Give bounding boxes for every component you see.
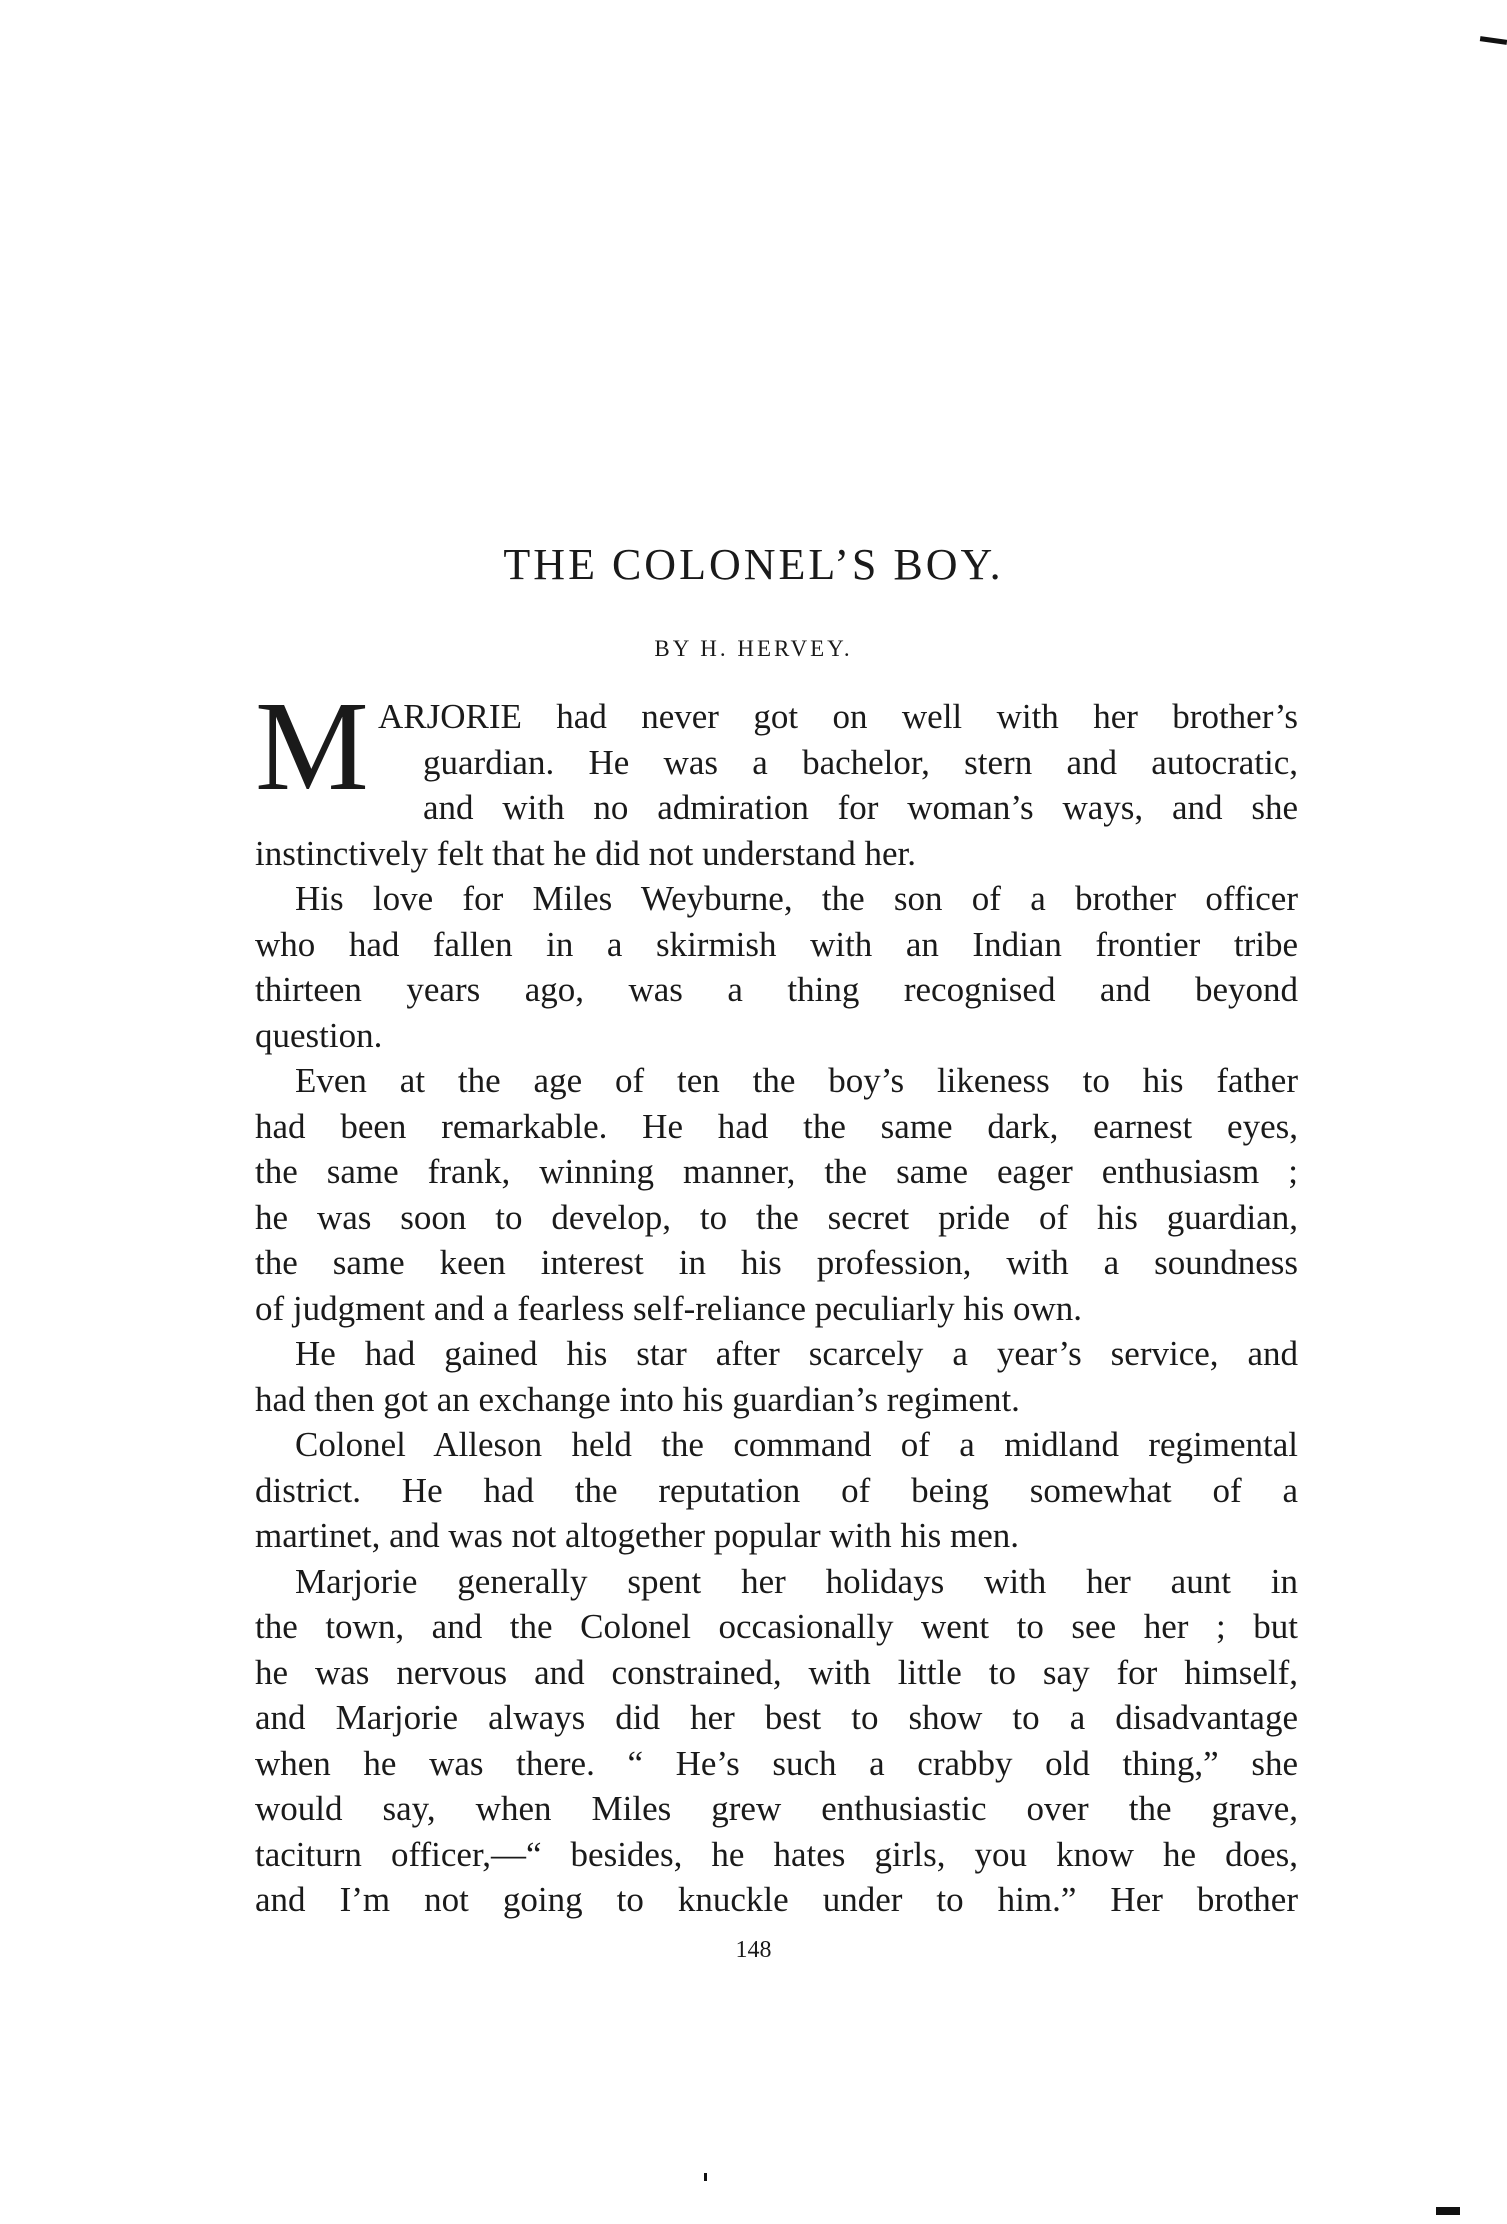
text-line: Even at the age of ten the boy’s likeness to his father (295, 1061, 1298, 1100)
text-line: Marjorie generally spent her holidays with her aunt in (295, 1561, 1298, 1601)
text-line: and Marjorie always did her best to show to a disadvantage (255, 1698, 1298, 1737)
text-line: when he was there. “ He’s such a crabby old thing,” she (255, 1743, 1298, 1783)
text-line: and I’m not going to knuckle under to him.” Her brother (255, 1880, 1298, 1919)
text-line: He had gained his star after scarcely a year’s service, and (295, 1334, 1298, 1373)
scan-mark (1436, 2207, 1460, 2215)
text-line: and with no admiration for woman’s ways, and she (423, 788, 1298, 827)
text-line: thirteen years ago, was a thing recognised and beyond (255, 970, 1298, 1009)
text-line: the same frank, winning manner, the same eager enthusiasm ; (255, 1152, 1298, 1191)
page-number: 148 (735, 1937, 772, 1963)
text-line: question. (255, 1015, 383, 1055)
text-line: His love for Miles Weyburne, the son of a brother officer (295, 879, 1298, 918)
text-line: martinet, and was not altogether popular with his men. (255, 1516, 1019, 1555)
body-text (255, 675, 1298, 1923)
text-line: who had fallen in a skirmish with an Indian frontier tribe (255, 924, 1298, 964)
text-line: taciturn officer,—“ besides, he hates girls, you know he does, (255, 1834, 1298, 1874)
text-line: district. He had the reputation of being somewhat of a (255, 1470, 1298, 1510)
text-line: he was soon to develop, to the secret pride of his guardian, (255, 1197, 1298, 1237)
text-line: the same keen interest in his profession, with a soundness (255, 1243, 1298, 1282)
text-line: he was nervous and constrained, with little to say for himself, (255, 1652, 1298, 1692)
text-line: would say, when Miles grew enthusiastic over the grave, (255, 1789, 1298, 1828)
text-line: ARJORIE had never got on well with her brother’s (378, 697, 1298, 736)
scan-mark (704, 2173, 707, 2181)
scan-mark (1480, 36, 1507, 45)
text-line: had been remarkable. He had the same dark, earnest eyes, (255, 1106, 1298, 1146)
text-line: Colonel Alleson held the command of a midland regimental (295, 1425, 1298, 1464)
story-title: THE COLONEL’S BOY. (503, 540, 1004, 589)
text-line: of judgment and a fearless self-reliance peculiarly his own. (255, 1288, 1083, 1328)
text-line: instinctively felt that he did not understand her. (255, 833, 916, 873)
drop-cap: M (255, 675, 369, 817)
text-line: the town, and the Colonel occasionally went to see her ; but (255, 1607, 1298, 1646)
author-byline: BY H. HERVEY. (654, 636, 853, 661)
text-line: guardian. He was a bachelor, stern and autocratic, (423, 742, 1298, 782)
text-line: had then got an exchange into his guardian’s regiment. (255, 1379, 1020, 1419)
